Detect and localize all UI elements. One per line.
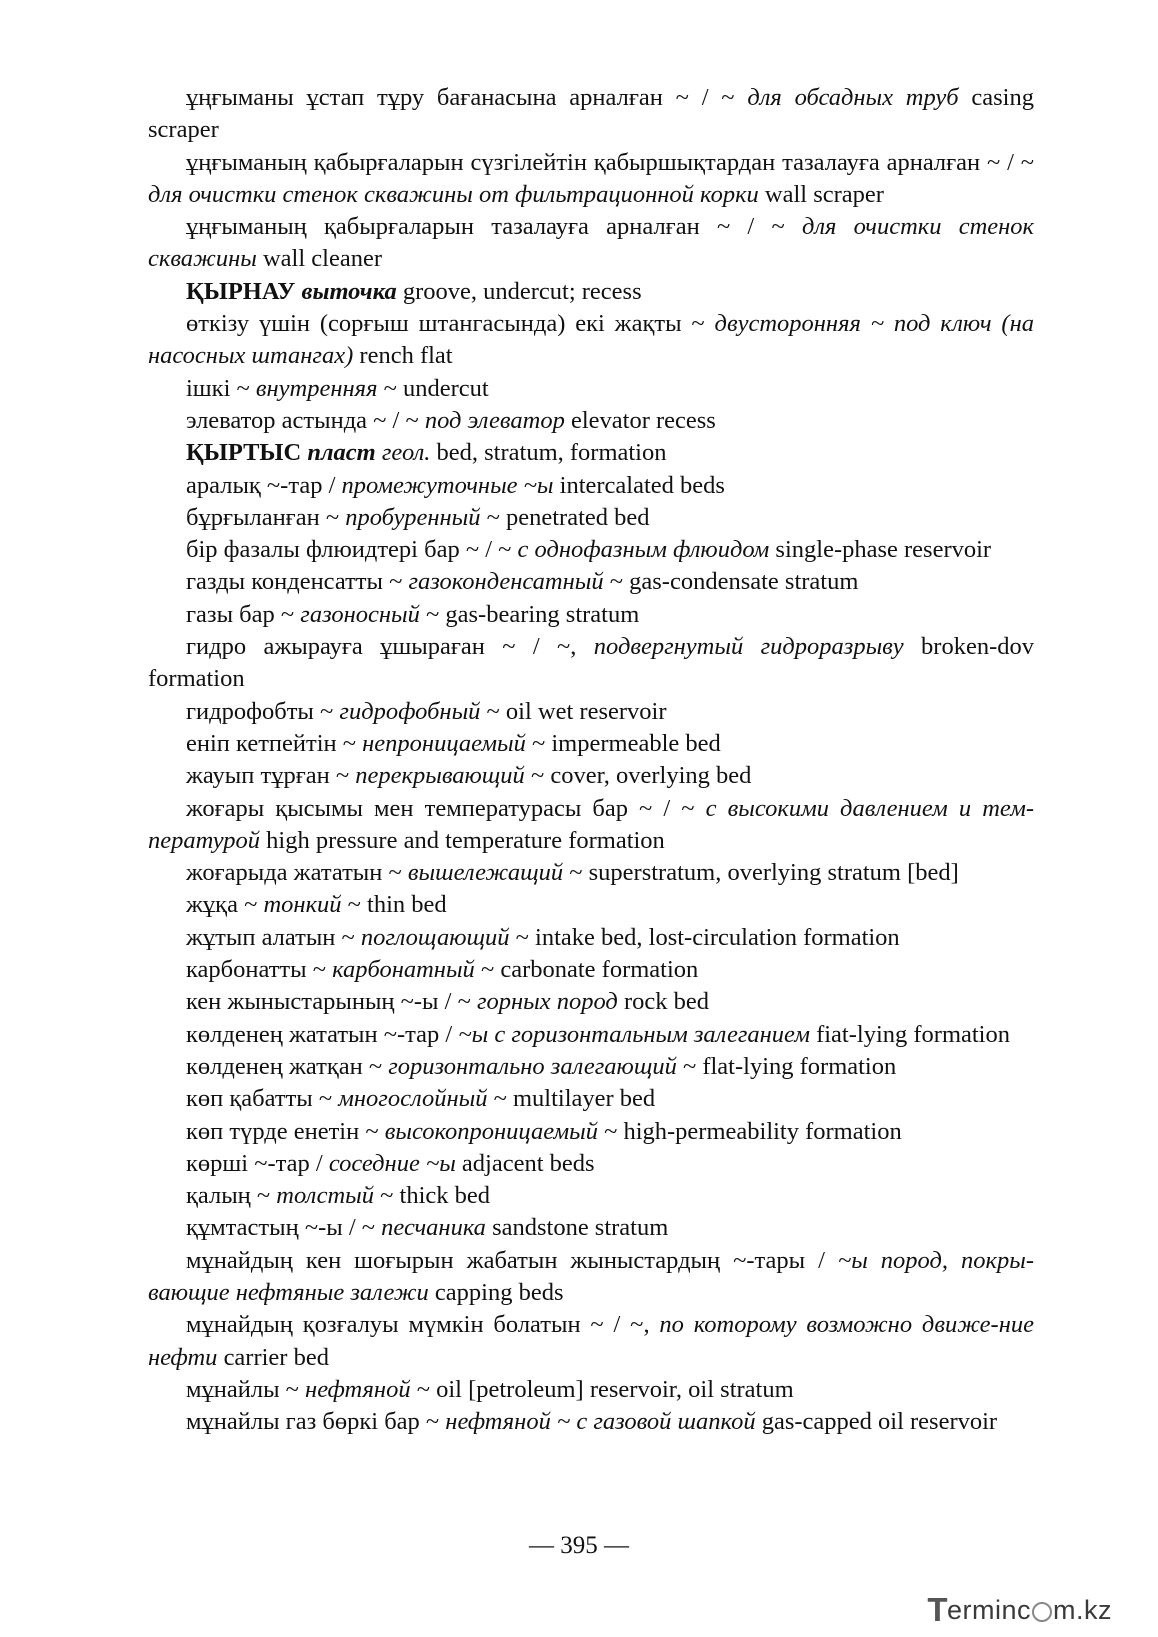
dictionary-entry: [148, 1245, 1034, 1310]
entry-text: ~ gas-bearing stratum: [419, 600, 640, 628]
russian-term: пробуренный: [345, 503, 481, 531]
entry-text: ~ flat-lying formation: [676, 1052, 897, 1080]
page-number: — 395 —: [529, 1532, 629, 1559]
russian-term: перекрывающий: [355, 762, 525, 790]
headword: ҚЫРНАУ: [186, 277, 296, 305]
russian-term: гидрофобный: [339, 697, 481, 725]
dictionary-entry: [148, 1116, 1034, 1148]
dictionary-entry: [148, 373, 1034, 405]
russian-term: толстый: [276, 1182, 375, 1210]
russian-term: с однофазным флюидом: [517, 536, 770, 564]
dictionary-entry: [148, 1212, 1034, 1244]
entry-text: ~ multilayer bed: [487, 1085, 656, 1113]
entry-text: ~ thick bed: [374, 1182, 491, 1210]
russian-term: вышележащий: [407, 859, 564, 887]
entry-text: broken-dov formation: [148, 633, 1034, 693]
entry-text: мұнайдың кен шоғырын жабатын жыныстардың ~-тары /: [186, 1246, 838, 1274]
entry-text: бір фазалы флюидтері бар ~ / ~: [186, 536, 518, 564]
dictionary-entries: [148, 82, 1034, 1438]
dictionary-entry: [148, 211, 1034, 276]
entry-text: гидро ажырауға ұшыраған ~ / ~,: [186, 633, 594, 661]
entry-text: өткізу үшін (сорғыш штангасында) екі жақты ~: [186, 310, 715, 338]
entry-text: gas-capped oil reservoir: [755, 1408, 998, 1436]
dictionary-entry: [148, 1180, 1034, 1212]
entry-text: ~ impermeable bed: [525, 729, 721, 757]
entry-text: high pressure and temperature formation: [260, 826, 665, 854]
entry-text: rock bed: [617, 988, 709, 1016]
dictionary-entry: [148, 696, 1034, 728]
russian-term: внутренняя: [255, 374, 378, 402]
entry-text: elevator recess: [564, 406, 716, 434]
entry-text: carrier bed: [217, 1343, 329, 1371]
dictionary-entry: [148, 1374, 1034, 1406]
entry-text: ~ high-permeability formation: [597, 1117, 902, 1145]
watermark-o-icon: [1032, 1602, 1052, 1622]
entry-text: газды конденсатты ~: [186, 568, 409, 596]
entry-text: ішкі ~: [186, 374, 256, 402]
entry-text: ұңғыманы ұстап тұру бағанасына арналған ~ / ~: [186, 84, 748, 111]
dictionary-entry: [148, 1051, 1034, 1083]
entry-text: гидрофобты ~: [186, 697, 340, 725]
entry-text: capping beds: [428, 1278, 564, 1306]
dictionary-entry: [148, 1309, 1034, 1374]
russian-term: для очистки стенок скважины от фильтрационной корки: [148, 180, 759, 208]
dictionary-entry: [148, 760, 1034, 792]
dictionary-entry: [148, 986, 1034, 1018]
entry-text: ұңғыманың қабырғаларын сүзгілейтін қабыршықтардан тазалауға арналған ~ / ~: [186, 148, 1034, 176]
entry-text: ~ thin bed: [341, 891, 447, 919]
russian-term: высокопроницаемый: [384, 1117, 598, 1145]
headword-translation: пласт: [307, 439, 376, 467]
entry-text: жоғарыда жататын ~: [186, 859, 408, 887]
entry-text: мұнайлы газ бөркі бар ~: [186, 1408, 446, 1436]
russian-term: многослойный: [338, 1085, 488, 1113]
entry-text: мұнайлы ~: [186, 1375, 306, 1403]
entry-text: көрші ~-тар /: [186, 1149, 329, 1177]
entry-text: жұтып алатын ~: [186, 923, 361, 951]
russian-term: горных пород: [476, 988, 618, 1016]
entry-text: ұңғыманың қабырғаларын тазалауға арналған ~ / ~: [186, 213, 802, 241]
dictionary-entry: [148, 599, 1034, 631]
dictionary-entry: [148, 1019, 1034, 1051]
dictionary-entry: [148, 728, 1034, 760]
dictionary-entry: [148, 147, 1034, 212]
entry-text: ~ carbonate formation: [474, 956, 699, 984]
russian-term: промежуточные ~ы: [341, 471, 554, 499]
dictionary-entry: [148, 437, 1034, 469]
dictionary-entry: [148, 1406, 1034, 1438]
entry-text: sandstone stratum: [485, 1214, 669, 1242]
entry-text: көлденең жататын ~-тар /: [186, 1020, 459, 1048]
russian-term: песчаника: [381, 1214, 486, 1242]
dictionary-entry: [148, 1148, 1034, 1180]
entry-text: wall cleaner: [256, 245, 382, 273]
russian-term: горизонтально залегающий: [388, 1052, 677, 1080]
termincom-watermark[interactable]: [927, 1592, 1112, 1628]
dictionary-entry: [148, 534, 1034, 566]
headword-translation: выточка: [301, 277, 397, 305]
entry-text: элеватор астында ~ / ~: [186, 406, 425, 434]
russian-term: с высокими давлением и тем-пературой: [148, 794, 1034, 854]
entry-text: bed, stratum, formation: [430, 439, 667, 467]
dictionary-entry: [148, 793, 1034, 858]
russian-term: соседние ~ы: [328, 1149, 456, 1177]
russian-term: нефтяной ~ с газовой шапкой: [445, 1408, 756, 1436]
dictionary-entry: [148, 405, 1034, 437]
watermark-letter-t: T: [927, 1591, 948, 1628]
russian-term: ~ы с горизонтальным залеганием: [458, 1020, 810, 1048]
russian-term: поглощающий: [360, 923, 510, 951]
russian-term: по которому возможно движе-ние нефти: [148, 1311, 1034, 1371]
entry-text: карбонатты ~: [186, 956, 333, 984]
dictionary-entry: [148, 922, 1034, 954]
russian-term: для очистки стенок скважины: [148, 213, 1035, 273]
headword: ҚЫРТЫС: [186, 439, 302, 467]
russian-term: подвергнутый гидроразрыву: [593, 633, 904, 661]
russian-term: нефтяной: [305, 1375, 411, 1403]
entry-text: ~ gas-condensate stratum: [603, 568, 859, 596]
entry-text: single-phase reservoir: [769, 536, 992, 564]
dictionary-entry: [148, 631, 1034, 696]
entry-text: ~ penetrated bed: [480, 503, 650, 531]
entry-text: adjacent beds: [455, 1149, 595, 1177]
russian-term: геол.: [381, 439, 431, 467]
entry-text: groove, undercut; recess: [396, 277, 642, 305]
entry-text: ~ superstratum, overlying stratum [bed]: [563, 859, 959, 887]
entry-text: жоғары қысымы мен температурасы бар ~ / ~: [186, 794, 706, 822]
russian-term: газоконденсатный: [408, 568, 604, 596]
entry-text: жауып тұрған ~: [186, 762, 356, 790]
entry-text: intercalated beds: [553, 471, 725, 499]
entry-text: бұрғыланған ~: [186, 503, 346, 531]
watermark-text-after: m.kz: [1053, 1594, 1112, 1625]
entry-text: жұқа ~: [186, 891, 264, 919]
russian-term: двусторонняя ~ под ключ (на насосных штангах): [148, 310, 1034, 370]
russian-term: под элеватор: [424, 406, 565, 434]
russian-term: непроницаемый: [362, 729, 526, 757]
entry-text: ~ oil [petroleum] reservoir, oil stratum: [410, 1375, 794, 1403]
entry-text: мұнайдың қозғалуы мүмкін болатын ~ / ~,: [186, 1311, 660, 1339]
entry-text: ~ oil wet reservoir: [480, 697, 667, 725]
dictionary-entry: [148, 308, 1034, 373]
entry-text: ~ undercut: [377, 374, 489, 402]
entry-text: wall scraper: [758, 180, 884, 208]
watermark-text-before: erminc: [946, 1594, 1031, 1625]
entry-text: fiat-lying formation: [809, 1020, 1010, 1048]
entry-text: құмтастың ~-ы / ~: [186, 1214, 382, 1242]
entry-text: қалың ~: [186, 1182, 277, 1210]
termincom-logo: [927, 1591, 1112, 1629]
russian-term: газоносный: [300, 600, 420, 628]
entry-text: газы бар ~: [186, 600, 301, 628]
entry-text: rench flat: [353, 342, 453, 370]
entry-text: еніп кетпейтін ~: [186, 729, 363, 757]
dictionary-entry: [148, 954, 1034, 986]
entry-text: аралық ~-тар /: [186, 471, 342, 499]
entry-text: кен жыныстарының ~-ы / ~: [186, 988, 477, 1016]
entry-text: ~ intake bed, lost-circulation formation: [509, 923, 900, 951]
dictionary-entry: [148, 82, 1034, 147]
entry-text: көлденең жатқан ~: [186, 1052, 389, 1080]
russian-term: тонкий: [263, 891, 342, 919]
entry-text: көп қабатты ~: [186, 1085, 339, 1113]
entry-text: көп түрде енетін ~: [186, 1117, 385, 1145]
russian-term: ~ы пород, покры-вающие нефтяные залежи: [148, 1246, 1034, 1306]
dictionary-entry: [148, 566, 1034, 598]
entry-text: casing scraper: [148, 84, 1034, 144]
dictionary-entry: [148, 502, 1034, 534]
dictionary-entry: [148, 276, 1034, 308]
russian-term: карбонатный: [332, 956, 475, 984]
dictionary-entry: [148, 1083, 1034, 1115]
dictionary-entry: [148, 889, 1034, 921]
dictionary-entry: [148, 470, 1034, 502]
russian-term: для обсадных труб: [747, 84, 959, 111]
entry-text: ~ cover, overlying bed: [524, 762, 752, 790]
dictionary-entry: [148, 857, 1034, 889]
